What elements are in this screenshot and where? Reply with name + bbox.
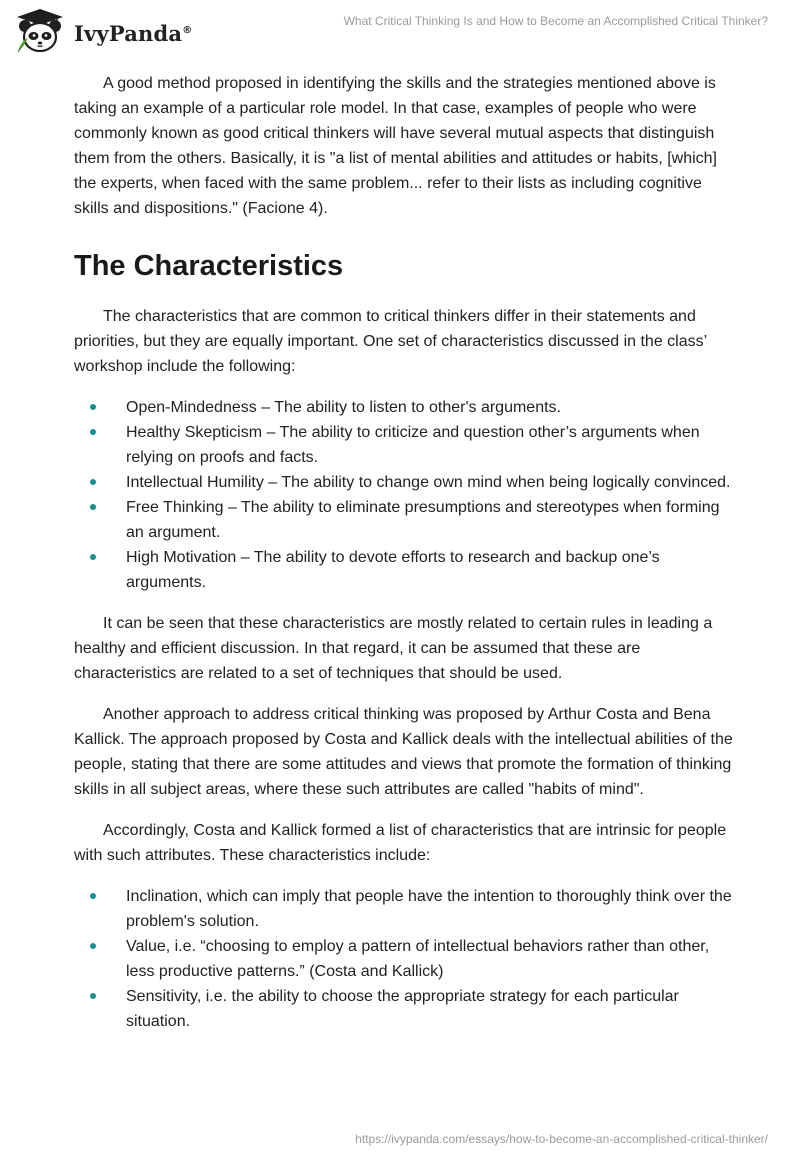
list-item: Value, i.e. “choosing to employ a pattern of intellectual behaviors rather than other, less productive patterns.” (Costa and Kallick) — [74, 934, 734, 984]
bullet-icon — [90, 479, 96, 485]
list-item: Inclination, which can imply that people have the intention to thoroughly think over the problem's solution. — [74, 884, 734, 934]
habits-of-mind-list — [74, 884, 734, 1034]
rules-paragraph: It can be seen that these characteristics are mostly related to certain rules in leading a healthy and efficient discussion. In that regard, it can be assumed that these are characteristics are related to a set of techniques that should be used. — [74, 615, 713, 682]
essay-content — [74, 71, 734, 1050]
accordingly-paragraph: Accordingly, Costa and Kallick formed a list of characteristics that are intrinsic for people with such attributes. These characteristics include: — [74, 822, 727, 864]
bullet-icon — [90, 993, 96, 999]
logo-text: IvyPanda® — [74, 20, 193, 46]
bullet-icon — [90, 404, 96, 410]
list-item: High Motivation – The ability to devote efforts to research and backup one’s arguments. — [74, 545, 734, 595]
characteristics-paragraph: The characteristics that are common to critical thinkers differ in their statements and priorities, but they are equally important. One set of characteristics discussed in the class’ workshop include the following: — [74, 308, 707, 375]
intro-paragraph: A good method proposed in identifying the skills and the strategies mentioned above is taking an example of a particular role model. In that case, examples of people who were commonly known as good critical thinkers will have several mutual aspects that distinguish them from the others. Basically, it is "a list of mental abilities and attitudes or habits, [which] the experts, when faced with the same problem... refer to their lists as including cognitive skills and dispositions." (Facione 4). — [74, 75, 717, 217]
costa-kallick-paragraph: Another approach to address critical thinking was proposed by Arthur Costa and Bena Kallick. The approach proposed by Costa and Kallick deals with the intellectual abilities of the people, stating that there are some attitudes and views that promote the formation of thinking skills in all subject areas, where these such attributes are called "habits of mind". — [74, 706, 733, 798]
bullet-icon — [90, 554, 96, 560]
ivypanda-logo[interactable] — [14, 8, 192, 54]
page-header — [0, 0, 800, 60]
bullet-icon — [90, 943, 96, 949]
document-title: What Critical Thinking Is and How to Become an Accomplished Critical Thinker? — [343, 14, 768, 28]
source-url[interactable]: https://ivypanda.com/essays/how-to-become-an-accomplished-critical-thinker/ — [355, 1132, 768, 1146]
panda-graduate-icon — [14, 8, 66, 54]
list-item: Sensitivity, i.e. the ability to choose the appropriate strategy for each particular situation. — [74, 984, 734, 1034]
list-item: Free Thinking – The ability to eliminate presumptions and stereotypes when forming an argument. — [74, 495, 734, 545]
list-item: Healthy Skepticism – The ability to criticize and question other’s arguments when relying on proofs and facts. — [74, 420, 734, 470]
bullet-icon — [90, 893, 96, 899]
bullet-icon — [90, 504, 96, 510]
characteristics-list — [74, 395, 734, 595]
list-item: Open-Mindedness – The ability to listen to other's arguments. — [74, 395, 734, 420]
section-heading: The Characteristics — [74, 250, 344, 282]
bullet-icon — [90, 429, 96, 435]
list-item: Intellectual Humility – The ability to change own mind when being logically convinced. — [74, 470, 734, 495]
